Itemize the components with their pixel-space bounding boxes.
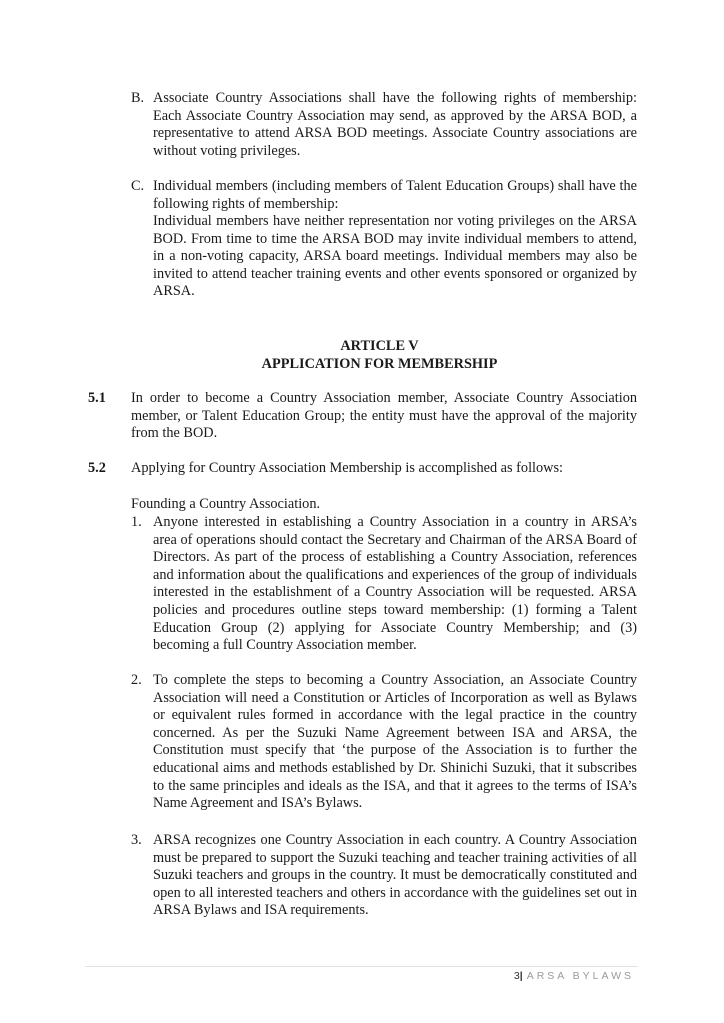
founding-item-1-text: Anyone interested in establishing a Country Association in a country in ARSA’s area of operations should contact the Secretary and Chairman of the ARSA Board of Directors. As part of the process of establishing a Country Association, references and information about the qualifications and experiences of the group of individuals interested in the establishment of a Country Association will be requested. ARSA policies and procedures outline steps toward membership: (1) forming a Talent Education Group (2) applying for Associate Country Membership; and (3) becoming a full Country Association member. [153,514,637,654]
section-b-text: Associate Country Associations shall have the following rights of membership: Each Associate Country Association may send, as approved by the ARSA BOD, a representative to attend ARSA BOD meetings. Associate Country associations are without voting privileges. [153,90,637,159]
section-b-label: B. [131,90,145,106]
footer-doc-name: ARSA BYLAWS [526,970,634,982]
section-c-text: Individual members have neither representation nor voting privileges on the ARSA BOD. From time to time the ARSA BOD may invite individual members to attend, in a non-voting capacity, ARSA board meetings. Individual members may also be invited to attend teacher training events and other events sponsored or organized by ARSA. [153,213,637,300]
page-number: 3 [513,970,520,982]
footer-divider [85,966,638,967]
clause-5-2-text: Applying for Country Association Membership is accomplished as follows: [131,460,564,476]
page-footer [514,970,634,982]
section-c-intro: Individual members (including members of Talent Education Groups) shall have the following rights of membership: [153,178,637,212]
founding-heading: Founding a Country Association. [131,496,321,512]
article-title: APPLICATION FOR MEMBERSHIP [261,356,498,372]
clause-5-1-number: 5.1 [88,390,106,406]
founding-item-1-label: 1. [131,514,142,530]
clause-5-1-text: In order to become a Country Association member, Associate Country Association member, or Talent Education Group; the entity must have the approval of the majority from the BOD. [131,390,637,442]
section-c-label: C. [131,178,145,194]
footer-separator: | [519,970,523,982]
founding-item-3-text: ARSA recognizes one Country Association in each country. A Country Association must be prepared to support the Suzuki teaching and teacher training activities of all Suzuki teachers and groups in the country. It must be democratically constituted and open to all interested teachers and others in accordance with the guidelines set out in ARSA Bylaws and ISA requirements. [153,832,637,919]
founding-item-2-label: 2. [131,672,142,688]
article-number: ARTICLE V [340,338,419,354]
founding-item-3-label: 3. [131,832,142,848]
founding-item-2-text: To complete the steps to becoming a Country Association, an Associate Country Association will need a Constitution or Articles of Incorporation as well as Bylaws or equivalent rules formed in accordance with the legal practice in the country concerned. As per the Suzuki Name Agreement between ISA and ARSA, the Constitution must specify that ‘the purpose of the Association is to further the educational aims and methods established by Dr. Shinichi Suzuki, that it subscribes to the same principles and ideals as the ISA, and that it agrees to the terms of ISA’s Name Agreement and ISA’s Bylaws. [153,672,637,812]
article-heading [0,337,724,373]
clause-5-2-number: 5.2 [88,460,106,476]
